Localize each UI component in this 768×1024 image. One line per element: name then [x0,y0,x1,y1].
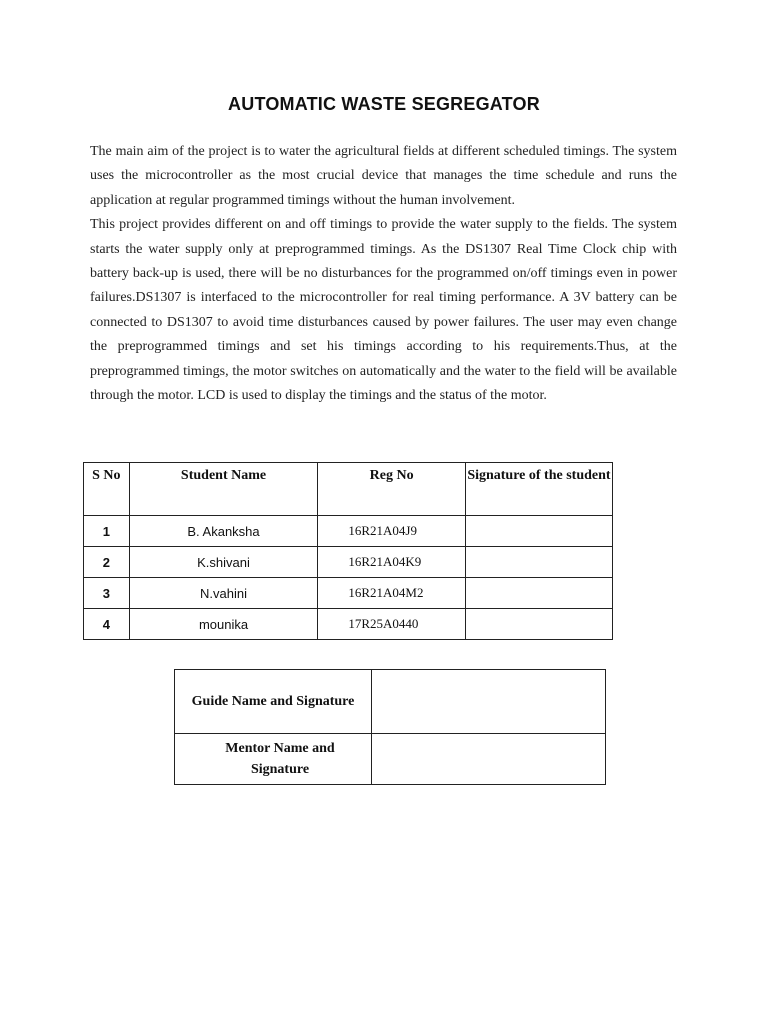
cell-signature [465,578,612,609]
cell-signature [465,609,612,640]
students-table [83,462,613,640]
cell-reg-no: 16R21A04M2 [318,578,466,609]
cell-sno: 1 [84,516,130,547]
guide-label: Guide Name and Signature [175,670,372,734]
cell-student-name: B. Akanksha [129,516,318,547]
table-row [84,547,613,578]
cell-reg-no: 16R21A04J9 [318,516,466,547]
cell-reg-no: 16R21A04K9 [318,547,466,578]
table-row [84,578,613,609]
project-description [90,140,677,408]
mentor-label-cell [175,734,372,785]
cell-sno: 3 [84,578,130,609]
cell-signature [465,547,612,578]
table-row [84,516,613,547]
table-row [84,609,613,640]
header-reg-no: Reg No [318,463,466,516]
mentor-signature-cell [372,734,606,785]
cell-sno: 2 [84,547,130,578]
header-signature: Signature of the student [465,463,612,516]
mentor-row [175,734,606,785]
cell-student-name: mounika [129,609,318,640]
header-student-name: Student Name [129,463,318,516]
cell-student-name: K.shivani [129,547,318,578]
paragraph-details: This project provides different on and off timings to provide the water supply to the fields. The system starts the water supply only at preprogrammed timings. As the DS1307 Real Time Clock chip with battery back-up is used, there will be no disturbances for the programmed on/off timings even in power failures.DS1307 is interfaced to the microcontroller for real timing performance. A 3V battery can be connected to DS1307 to avoid time disturbances caused by power failures. The user may even change the preprogrammed timings and set his timings according to his requirements.Thus, at the preprogrammed timings, the motor switches on automatically and the water to the field will be available through the motor. LCD is used to display the timings and the status of the motor. [90,217,677,404]
guide-signature-cell [372,670,606,734]
paragraph-aim: The main aim of the project is to water the agricultural fields at different scheduled timings. The system uses the microcontroller as the most crucial device that manages the time schedule and runs the application at regular programmed timings without the human involvement. [90,144,677,208]
guide-row [175,670,606,734]
students-table-header [84,463,613,516]
page-title: AUTOMATIC WASTE SEGREGATOR [228,94,540,114]
cell-signature [465,516,612,547]
cell-sno: 4 [84,609,130,640]
cell-reg-no: 17R25A0440 [318,609,466,640]
mentor-label: Mentor Name and Signature [225,741,335,777]
cell-student-name: N.vahini [129,578,318,609]
guide-mentor-table [174,669,606,785]
header-sno: S No [84,463,130,516]
